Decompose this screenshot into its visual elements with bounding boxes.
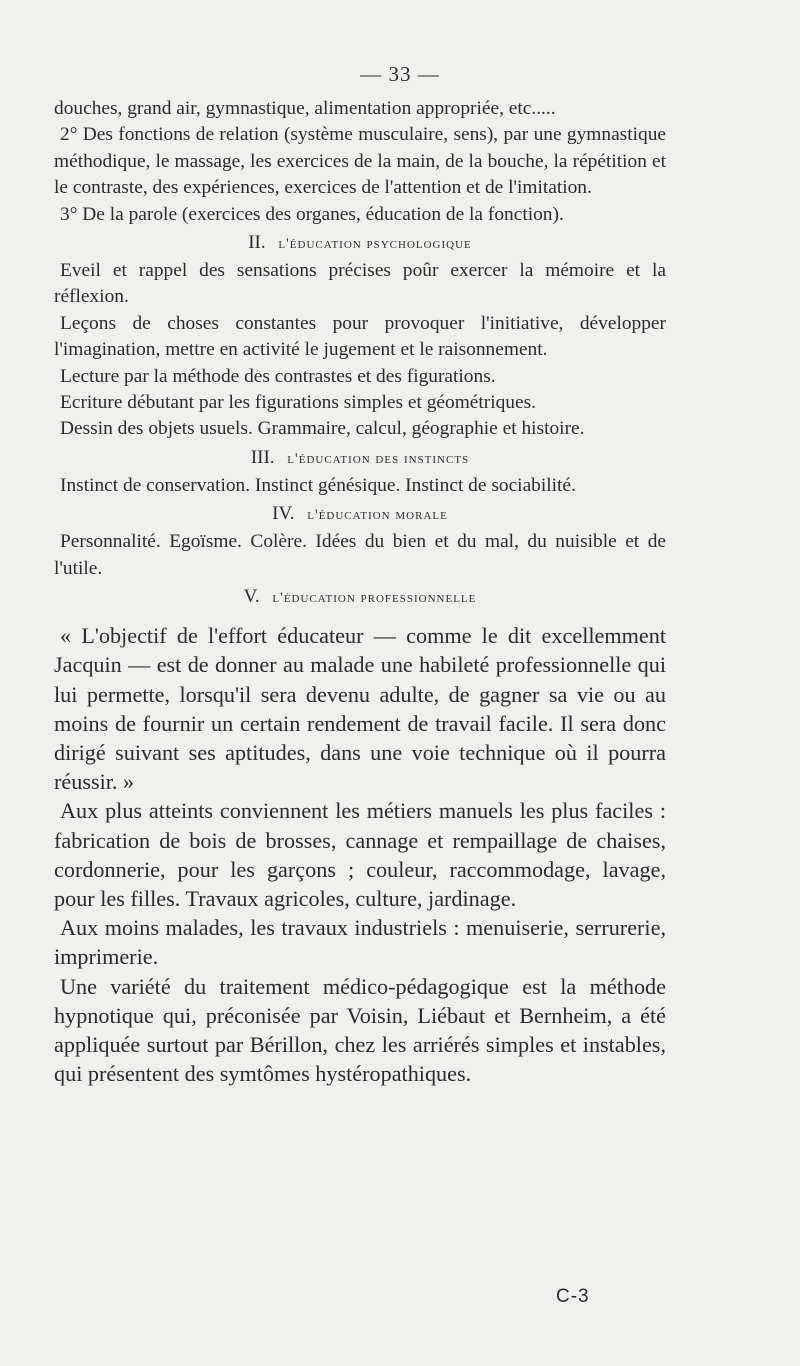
section-number: V.: [243, 586, 260, 608]
paragraph: Ecriture débutant par les figurations simples et géométriques.: [60, 392, 537, 414]
section-number: II.: [248, 232, 266, 254]
section-heading-3: [54, 445, 666, 472]
paragraph: Dessin des objets usuels. Grammaire, calcul, géographie et histoire.: [60, 418, 585, 440]
paragraph: Instinct de conservation. Instinct génésique. Instinct de sociabilité.: [60, 474, 576, 496]
section-heading-4: [54, 501, 666, 528]
page-number: — 33 —: [360, 62, 440, 86]
paragraph: Personnalité. Egoïsme. Colère. Idées du bien et du mal, du nuisible et de l'utile.: [54, 531, 666, 579]
section-number: III.: [250, 446, 275, 468]
paragraph: Eveil et rappel des sensations précises poûr exercer la mémoire et la réflexion.: [54, 260, 666, 308]
paragraph: douches, grand air, gymnastique, alimentation appropriée, etc.....: [54, 98, 556, 119]
body-text: [54, 96, 666, 1088]
section-heading-2: [54, 230, 666, 257]
section-title: l'éducation psychologique: [278, 236, 472, 253]
paragraph: 3° De la parole (exercices des organes, éducation de la fonction).: [60, 203, 564, 225]
quote-paragraph: « L'objectif de l'effort éducateur — comme le dit excellemment Jacquin — est de donner au malade une habileté professionnelle qui lui permette, lorsqu'il sera devenu adulte, de gagner sa vie ou au moins de fournir un certain rendement de travail facile. Il sera donc dirigé suivant ses aptitudes, dans une voie technique où il pourra réussir. »: [54, 623, 666, 795]
paragraph: Leçons de choses constantes pour provoquer l'initiative, développer l'imagination, mettre en activité le jugement et le raisonnement.: [54, 312, 666, 361]
paragraph: Une variété du traitement médico-pédagogique est la méthode hypnotique qui, préconisée par Voisin, Liébaut et Bernheim, a été appliquée surtout par Bérillon, chez les arriérés simples et instables, qui présentent des symtômes hystéropathiques.: [54, 973, 666, 1087]
section-title: l'éducation morale: [307, 507, 448, 524]
paragraph: Lecture par la méthode des contrastes et des figurations.: [60, 365, 496, 387]
large-text-block: [54, 621, 666, 1088]
paragraph: Aux plus atteints conviennent les métiers manuels les plus faciles : fabrication de bois de brosses, cannage et rempaillage de chaises, cordonnerie, pour les garçons ; couleur, raccommodage, lavage, pour les filles. Travaux agricoles, culture, jardinage.: [54, 798, 666, 911]
section-title: l'éducation des instincts: [287, 450, 470, 467]
section-heading-5: [54, 584, 666, 611]
paragraph: 2° Des fonctions de relation (système musculaire, sens), par une gymnastique méthodique, le massage, les exercices de la main, de la bouche, la répétition et le contraste, des expériences, exercices de l'attention et de l'imitation.: [54, 124, 666, 199]
signature-mark: C-3: [556, 1286, 590, 1307]
paragraph: Aux moins malades, les travaux industriels : menuiserie, serrurerie, imprimerie.: [54, 915, 666, 970]
section-title: l'éducation professionnelle: [272, 590, 477, 607]
section-number: IV.: [272, 503, 295, 525]
